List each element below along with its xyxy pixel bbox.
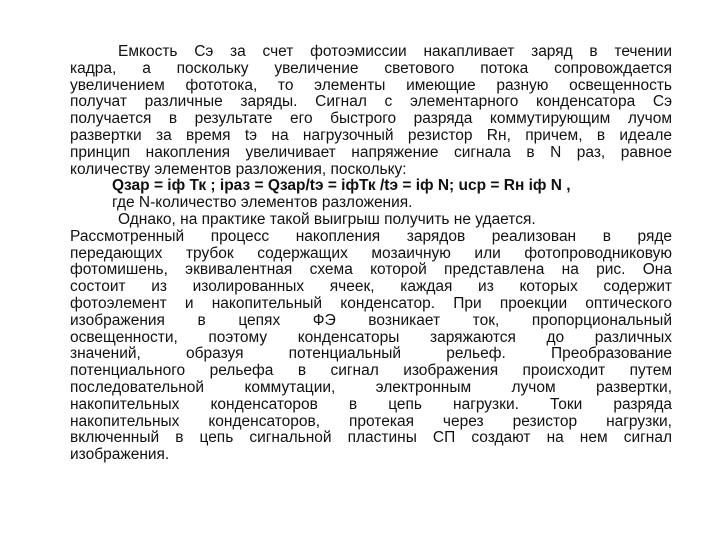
text-line: накопительных конденсаторов, протекая через резистор нагрузки, (70, 413, 672, 430)
text-line: Емкость Сэ за счет фотоэмиссии накапливает заряд в течении (118, 44, 672, 60)
text-line: принцип накопления увеличивает напряжение сигнала в N раз, равное (70, 144, 672, 161)
text-line: состоит из изолированных ячеек, каждая из которых содержит (70, 279, 672, 296)
text-line: последовательной коммутации, электронным лучом развертки, (70, 379, 672, 396)
text-line: развертки за время tэ на нагрузочный резистор Rн, причем, в идеале (70, 127, 672, 144)
text-line: включенный в цепь сигнальной пластины СП создают на нем сигнал (70, 430, 672, 447)
text-line: Рассмотренный процесс накопления зарядов реализован в ряде (70, 228, 672, 245)
text-line: освещенности, поэтому конденсаторы заряжаются до различных (70, 329, 672, 346)
text-line: кадра, а поскольку увеличение светового потока сопровождается (70, 60, 672, 77)
text-line: увеличением фототока, то элементы имеющие разную освещенность (70, 77, 672, 94)
document-text (70, 44, 672, 464)
text-line: значений, образуя потенциальный рельеф. Преобразование (70, 346, 672, 363)
formula-line: Qзар = iф Тк ; iраз = Qзар/tэ = iфТк /tэ = iф N; uср = Rн iф N , (112, 177, 571, 195)
text-line: потенциального рельефа в сигнал изображения происходит путем (70, 363, 672, 380)
text-line: фотомишень, эквивалентная схема которой представлена на рис. Она (70, 262, 672, 279)
text-line: получат различные заряды. Сигнал с элементарного конденсатора Сэ (70, 94, 672, 111)
text-line: Однако, на практике такой выигрыш получить не удается. (118, 210, 536, 228)
text-line: накопительных конденсаторов в цепь нагрузки. Токи разряда (70, 396, 672, 413)
text-line: передающих трубок содержащих мозаичную или фотопроводниковую (70, 245, 672, 262)
text-line: получается в результате его быстрого разряда коммутирующим лучом (70, 111, 672, 128)
text-line: фотоэлемент и накопительный конденсатор. При проекции оптического (70, 295, 672, 312)
text-line: изображения в цепях ФЭ возникает ток, пропорциональный (70, 312, 672, 329)
text-line: изображения. (70, 446, 170, 464)
where-line: где N-количество элементов разложения. (112, 194, 413, 212)
text-line: количеству элементов разложения, поскольку: (70, 160, 407, 178)
